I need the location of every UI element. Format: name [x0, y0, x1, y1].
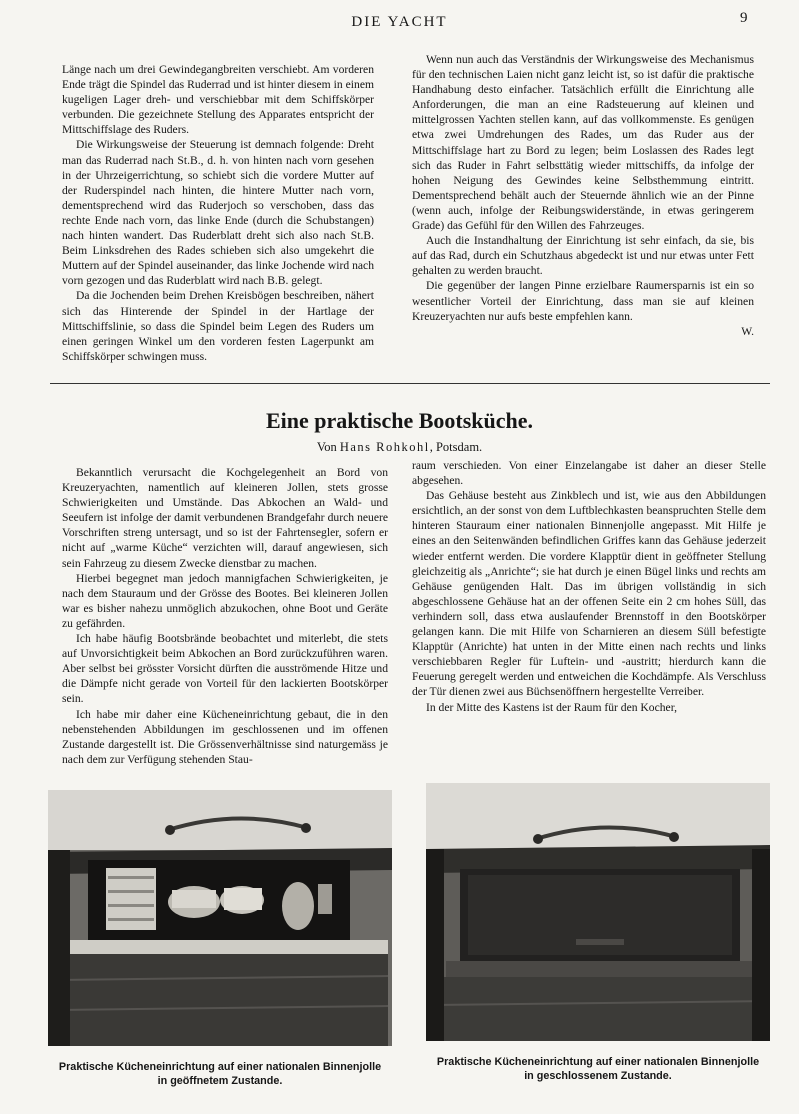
paragraph: Wenn nun auch das Verständnis der Wirkungsweise des Mechanismus für den technischen Laien nicht ganz leicht ist, so ist dafür die praktische Handhabung desto einfacher. Tatsächlich erfüllt die Einrichtung alle Anforderungen, die man an eine Radsteuerung auf kleinen und mittelgrossen Yachten stellen kann, auf das vollkommenste. Es genügen etwa zwei Umdrehungen des Rades, um das Ruder aus der Mittschiffslage hart zu Bord zu legen; beim Loslassen des Rades legt sich das Ruder in Fahrt selbsttätig wieder mittschiffs, da infolge der hohen Neigung des Gewindes keine Selbsthemmung eintritt. Dementsprechend behält auch der Steuernde ähnlich wie an der Pinne (wenn auch, infolge der Reibungswiderstände, in etwas geringerem Grade) das Gefühl für den Willen des Fahrzeuges. [412, 53, 754, 233]
running-title: DIE YACHT [351, 14, 448, 30]
paragraph: Auch die Instandhaltung der Einrichtung ist sehr einfach, da sie, bis auf das Rad, durch ein Schutzhaus abgedeckt ist und nur etwas unter Fett gehalten zu werden braucht. [412, 234, 754, 278]
main-article-right-column [412, 458, 766, 715]
caption-kitchen-closed: Praktische Kücheneinrichtung auf einer nationalen Binnenjolle in geschlossenem Zustande. [436, 1056, 760, 1082]
author-name: Hans Rohkohl [339, 440, 430, 454]
paragraph: Ich habe häufig Bootsbrände beobachtet und miterlebt, die stets auf Unvorsichtigkeit beim Abkochen an Bord zurückzuführen waren. Aber selbst bei grösster Vorsicht dürften die ausströmende Hitze und die Dämpfe nicht gerade von Vorteil für den lackierten Bootskörper sein. [62, 632, 388, 706]
photo-kitchen-open [48, 790, 392, 1046]
top-article-left-column [62, 62, 374, 364]
byline [0, 440, 799, 455]
author-location: , Potsdam. [429, 440, 483, 454]
paragraph: raum verschieden. Von einer Einzelangabe ist daher an dieser Stelle abgesehen. [412, 459, 766, 488]
paragraph: Das Gehäuse besteht aus Zinkblech und ist, wie aus den Abbildungen ersichtlich, an der sonst von dem Luftblechkasten beanspruchten Stelle dem hinteren Stauraum einer nationalen Binnenjolle angepasst. Mit Hilfe je eines an den Seitenwänden befindlichen Griffes kann das Gehäuse jederzeit wieder entfernt werden. Die vordere Klapptür dient in geöffneter Stellung gleichzeitig als „Anrichte“; sie hat durch je einen Bügel links und rechts am Gehäuse genügenden Halt. Das im übrigen vollständig in sich abgeschlossene Gehäuse hat an der offenen Seite ein 2 cm hohes Süll, das verhindern soll, dass etwa auslaufender Brennstoff in den Bootskörper gelangen kann. Die mit Hilfe von Scharnieren an diesem Süll befestigte Klapptür (Anrichte) hat unten in der Mitte einen nach rechts und links verschiebbaren Regler für Luftein- und -austritt; hierdurch kann die Feuerung geregelt werden und entweichen die Kochdämpfe. Als Verschluss der Tür dienen zwei aus Büchsenöffnern hergestellte Verreiber. [412, 489, 766, 699]
caption-kitchen-open: Praktische Kücheneinrichtung auf einer nationalen Binnenjolle in geöffnetem Zustande. [58, 1061, 382, 1087]
paragraph: Ich habe mir daher eine Kücheneinrichtung gebaut, die in den nebenstehenden Abbildungen im geschlossenen und im offenen Zustande dargestellt ist. Die Grössenverhältnisse sind naturgemäss je nach dem zur Verfügung stehenden Stau- [62, 707, 388, 766]
section-divider [50, 383, 770, 384]
paragraph: Die Wirkungsweise der Steuerung ist demnach folgende: Dreht man das Ruderrad nach St.B., d. h. von hinten nach vorn gesehen in der Uhrzeigerrichtung, so schiebt sich die vordere Mutter auf der Ruderspindel nach hinten, die hintere Mutter nach vorn, dementsprechend wird das Ruderjoch so verschoben, dass das rechte Ende nach vorn, das linke Ende (durch die Schubstangen) nach hinten wandert. Das Ruderblatt dreht sich also nach St.B. Beim Linksdrehen des Rades schieben sich also umgekehrt die Muttern auf der Spindel auseinander, das linke Jochende wird nach vorn gezogen und das Ruderblatt wird nach B.B. gelegt. [62, 138, 374, 288]
top-article-right-column [412, 52, 754, 339]
paragraph: Die gegenüber der langen Pinne erzielbare Raumersparnis ist ein so wesentlicher Vorteil der Einrichtung, dass man sie auf kleinen Kreuzeryachten nur aufs beste empfehlen kann. [412, 279, 754, 323]
photo-kitchen-closed [426, 783, 770, 1041]
byline-prefix: Von [316, 440, 337, 454]
paragraph: Da die Jochenden beim Drehen Kreisbögen beschreiben, nähert sich das Hinterende der Spindel in der Hartlage der Mittschiffslinie, so dass die Spindel beim Legen des Ruders um einen geringen Winkel um den vorderen festen Lagerpunkt am Schiffskörper schwingen muss. [62, 289, 374, 363]
paragraph: Länge nach um drei Gewindegangbreiten verschiebt. Am vorderen Ende trägt die Spindel das Ruderrad und ist hinter diesem in einem kugeligen Lager dreh- und verschiebbar mit dem Schiffskörper verbunden. Die gezeichnete Stellung des Apparates entspricht der Mittschiffslage des Ruders. [62, 63, 374, 137]
article-title: Eine praktische Bootsküche. [265, 408, 534, 433]
main-article-left-column [62, 465, 388, 767]
paragraph: Hierbei begegnet man jedoch mannigfachen Schwierigkeiten, je nach dem Stauraum und der Grösse des Bootes. Bei kleineren Jollen war es bisher nahezu unmöglich abzukochen, ohne Boot und Geräte zu gefährden. [62, 571, 388, 630]
signature: W. [741, 324, 754, 338]
paragraph: Bekanntlich verursacht die Kochgelegenheit an Bord von Kreuzeryachten, namentlich auf kleineren Jollen, stets grosse Schwierigkeiten und Umstände. Das Abkochen an Wald- und Seeufern ist infolge der damit verbundenen Brandgefahr durch neuere Vorschriften streng untersagt, und so ist der Fahrtensegler, sofern er nicht auf „warme Küche“ verzichten will, darauf angewiesen, sich sein Fahrzeug zu diesem Zwecke dienstbar zu machen. [62, 466, 388, 570]
paragraph: In der Mitte des Kastens ist der Raum für den Kocher, [426, 700, 677, 714]
page-number: 9 [740, 10, 748, 26]
